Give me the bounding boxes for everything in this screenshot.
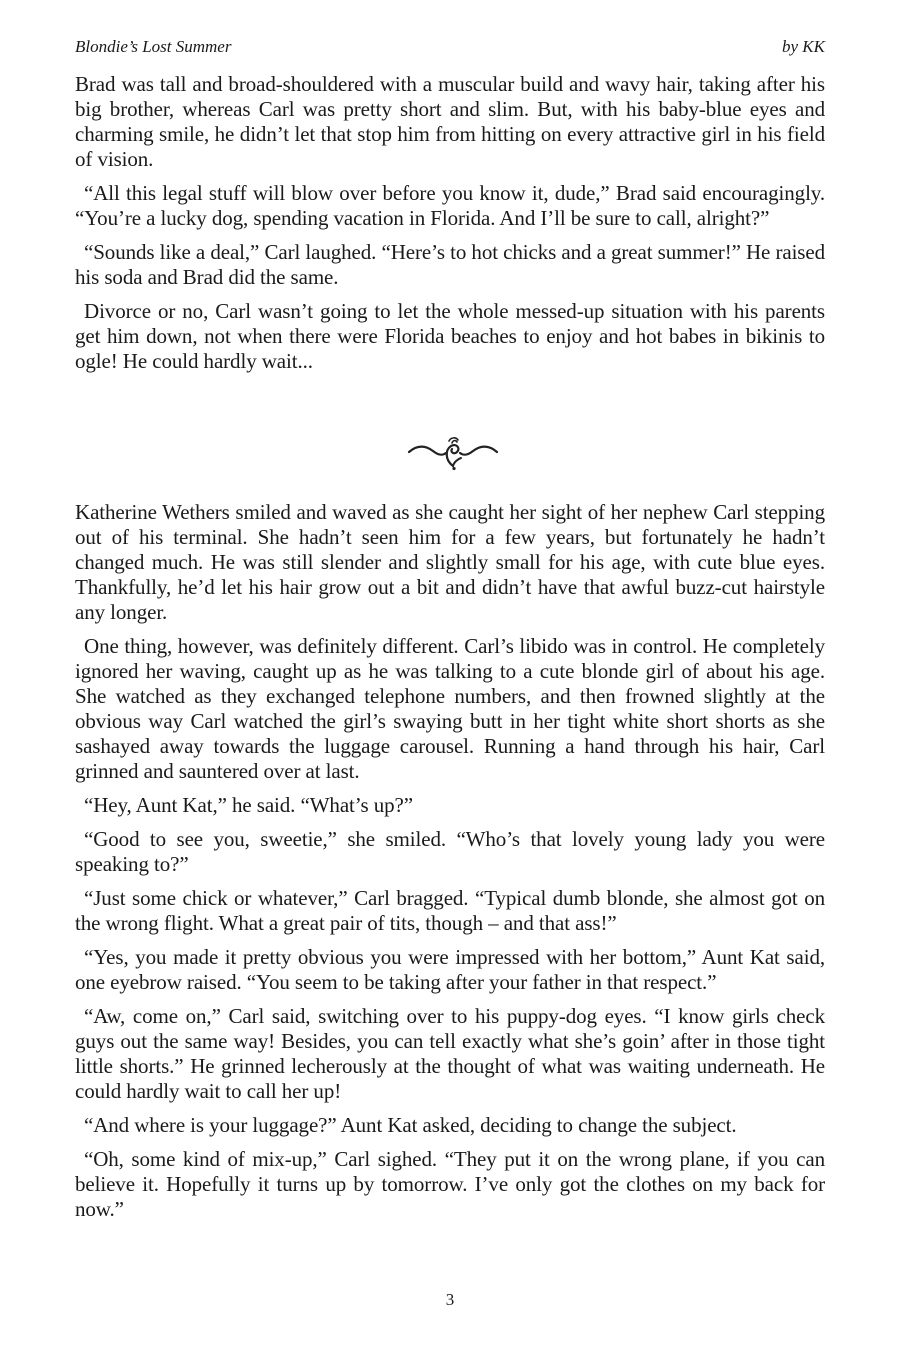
paragraph: “Hey, Aunt Kat,” he said. “What’s up?”	[84, 793, 413, 817]
paragraph: “Oh, some kind of mix-up,” Carl sighed. “They put it on the wrong plane, if you can believe it. Hopefully it turns up by tomorrow. I’ve only got the clothes on my back for now.”	[75, 1147, 825, 1221]
paragraph: “Yes, you made it pretty obvious you were impressed with her bottom,” Aunt Kat said, one eyebrow raised. “You seem to be taking after your father in that respect.”	[75, 945, 825, 994]
page-number: 3	[445, 1290, 455, 1309]
running-header	[75, 36, 825, 58]
scroll-ornament-icon	[405, 432, 501, 472]
paragraph: “Aw, come on,” Carl said, switching over to his puppy-dog eyes. “I know girls check guys out the same way! Besides, you can tell exactly what she’s goin’ after in those tight little shorts.” He grinned lecherously at the thought of what was waiting underneath. He could hardly wait to call her up!	[75, 1004, 825, 1103]
paragraph: Katherine Wethers smiled and waved as she caught her sight of her nephew Carl stepping out of his terminal. She hadn’t seen him for a few years, but fortunately he hadn’t changed much. He was still slender and slightly small for his age, with cute blue eyes. Thankfully, he’d let his hair grow out a bit and didn’t have that awful buzz-cut hairstyle any longer.	[75, 500, 825, 624]
paragraph: Divorce or no, Carl wasn’t going to let the whole messed-up situation with his parents get him down, not when there were Florida beaches to enjoy and hot babes in bikinis to ogle! He could hardly wait...	[75, 299, 825, 373]
paragraph: “All this legal stuff will blow over before you know it, dude,” Brad said encouragingly. “You’re a lucky dog, spending vacation in Florida. And I’ll be sure to call, alright?”	[75, 181, 825, 230]
paragraph: One thing, however, was definitely different. Carl’s libido was in control. He completely ignored her waving, caught up as he was talking to a cute blonde girl of about his age. She watched as they exchanged telephone numbers, and then frowned slightly at the obvious way Carl watched the girl’s swaying butt in her tight white short shorts as she sashayed away towards the luggage carousel. Running a hand through his hair, Carl grinned and sauntered over at last.	[75, 634, 825, 783]
paragraph: “Sounds like a deal,” Carl laughed. “Here’s to hot chicks and a great summer!” He raised his soda and Brad did the same.	[75, 240, 825, 289]
paragraph: Brad was tall and broad-shouldered with a muscular build and wavy hair, taking after his big brother, whereas Carl was pretty short and slim. But, with his baby-blue eyes and charming smile, he didn’t let that stop him from hitting on every attractive girl in his field of vision.	[75, 72, 825, 171]
section-one-text	[75, 72, 825, 383]
paragraph: “Good to see you, sweetie,” she smiled. “Who’s that lovely young lady you were speaking to?”	[75, 827, 825, 876]
section-two-text	[75, 500, 825, 1231]
paragraph: “And where is your luggage?” Aunt Kat asked, deciding to change the subject.	[84, 1113, 737, 1137]
book-title: Blondie’s Lost Summer	[75, 37, 232, 56]
author-credit: by KK	[782, 37, 825, 56]
paragraph: “Just some chick or whatever,” Carl bragged. “Typical dumb blonde, she almost got on the wrong flight. What a great pair of tits, though – and that ass!”	[75, 886, 825, 935]
